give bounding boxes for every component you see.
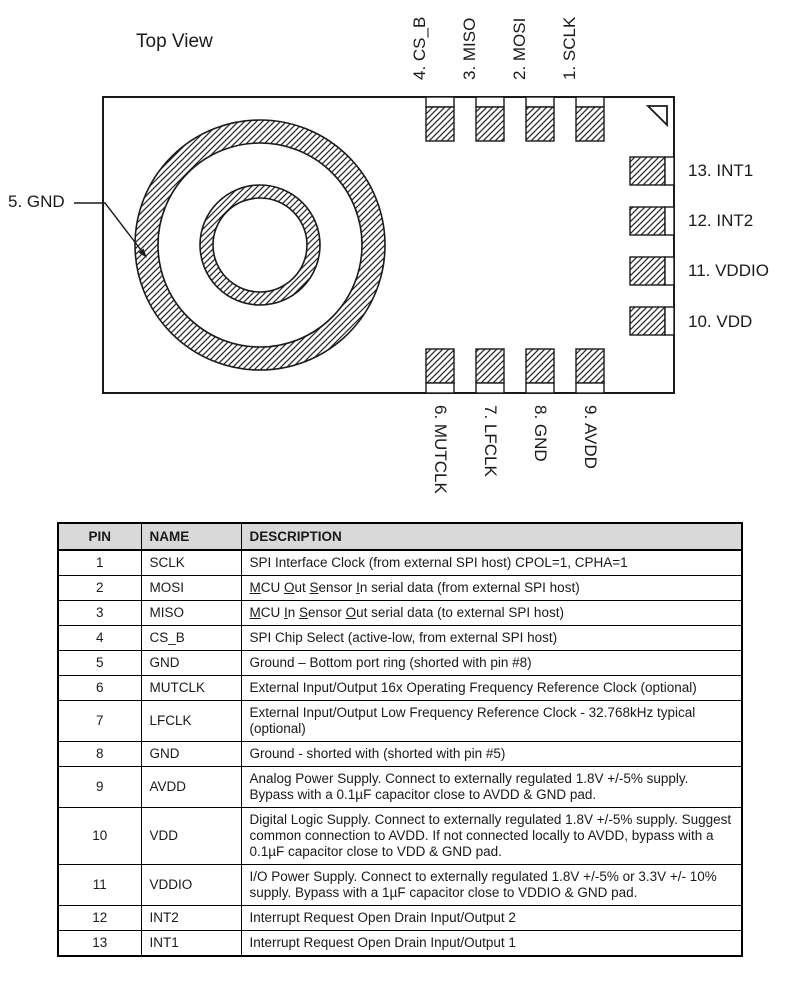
pad-pin2 <box>526 97 554 141</box>
table-row <box>58 626 742 651</box>
cell-pin-name: MOSI <box>141 576 241 601</box>
cell-pin-number: 7 <box>58 701 141 742</box>
bottom-port-rings <box>135 120 385 370</box>
cell-pin-name: GND <box>141 742 241 767</box>
cell-pin-name: CS_B <box>141 626 241 651</box>
cell-pin-description: SPI Chip Select (active-low, from external SPI host) <box>241 626 742 651</box>
cell-pin-number: 4 <box>58 626 141 651</box>
table-row <box>58 601 742 626</box>
pin-label-10-vdd: 10. VDD <box>688 312 753 331</box>
cell-pin-number: 1 <box>58 550 141 576</box>
cell-pin-name: MISO <box>141 601 241 626</box>
pin-table-body <box>58 550 742 956</box>
pad-pin10 <box>630 307 674 335</box>
pin-label-6-mutclk: 6. MUTCLK <box>431 405 450 494</box>
cell-pin-name: LFCLK <box>141 701 241 742</box>
cell-pin-description: MCU In Sensor Out serial data (to external SPI host) <box>241 601 742 626</box>
cell-pin-description: Interrupt Request Open Drain Input/Output 1 <box>241 931 742 957</box>
cell-pin-name: INT1 <box>141 931 241 957</box>
pad-pin1 <box>576 97 604 141</box>
table-row <box>58 931 742 957</box>
table-row <box>58 742 742 767</box>
table-row <box>58 651 742 676</box>
diagram-title: Top View <box>136 31 213 52</box>
header-name: NAME <box>141 523 241 550</box>
cell-pin-number: 11 <box>58 865 141 906</box>
cell-pin-number: 9 <box>58 767 141 808</box>
table-row <box>58 550 742 576</box>
cell-pin-number: 5 <box>58 651 141 676</box>
pin-label-7-lfclk: 7. LFCLK <box>481 405 500 477</box>
cell-pin-description: External Input/Output Low Frequency Reference Clock - 32.768kHz typical (optional) <box>241 701 742 742</box>
header-pin: PIN <box>58 523 141 550</box>
pin-label-4-csb: 4. CS_B <box>410 16 429 80</box>
pad-pin3 <box>476 97 504 141</box>
cell-pin-description: Ground – Bottom port ring (shorted with pin #8) <box>241 651 742 676</box>
table-row <box>58 576 742 601</box>
header-description: DESCRIPTION <box>241 523 742 550</box>
pad-pin6 <box>426 349 454 393</box>
pad-pin13 <box>630 157 674 185</box>
table-header-row <box>58 523 742 550</box>
pin-label-2-mosi: 2. MOSI <box>510 17 529 80</box>
pad-pin4 <box>426 97 454 141</box>
cell-pin-description: MCU Out Sensor In serial data (from external SPI host) <box>241 576 742 601</box>
pin-label-3-miso: 3. MISO <box>460 17 479 80</box>
table-row <box>58 865 742 906</box>
pin-label-13-int1: 13. INT1 <box>688 161 754 180</box>
cell-pin-number: 10 <box>58 808 141 865</box>
cell-pin-name: VDD <box>141 808 241 865</box>
pad-pin7 <box>476 349 504 393</box>
cell-pin-name: INT2 <box>141 906 241 931</box>
pad-pin9 <box>576 349 604 393</box>
pin-label-8-gnd: 8. GND <box>531 405 550 462</box>
pin-label-1-sclk: 1. SCLK <box>560 16 579 80</box>
table-row <box>58 767 742 808</box>
table-row <box>58 906 742 931</box>
pin-label-12-int2: 12. INT2 <box>688 211 754 230</box>
cell-pin-number: 8 <box>58 742 141 767</box>
cell-pin-number: 6 <box>58 676 141 701</box>
pad-pin12 <box>630 207 674 235</box>
cell-pin-description: Analog Power Supply. Connect to externally regulated 1.8V +/-5% supply. Bypass with a 0.1µF capacitor close to AVDD & GND pad. <box>241 767 742 808</box>
table-row <box>58 808 742 865</box>
pin-label-5-gnd: 5. GND <box>8 192 65 211</box>
table-row <box>58 701 742 742</box>
cell-pin-name: AVDD <box>141 767 241 808</box>
table-row <box>58 676 742 701</box>
cell-pin-description: Ground - shorted with (shorted with pin #5) <box>241 742 742 767</box>
cell-pin-number: 13 <box>58 931 141 957</box>
cell-pin-number: 12 <box>58 906 141 931</box>
pad-pin11 <box>630 257 674 285</box>
cell-pin-description: Interrupt Request Open Drain Input/Output 2 <box>241 906 742 931</box>
cell-pin-description: External Input/Output 16x Operating Frequency Reference Clock (optional) <box>241 676 742 701</box>
cell-pin-description: SPI Interface Clock (from external SPI host) CPOL=1, CPHA=1 <box>241 550 742 576</box>
pin-description-table <box>57 522 743 957</box>
pad-pin8 <box>526 349 554 393</box>
cell-pin-description: Digital Logic Supply. Connect to externally regulated 1.8V +/-5% supply. Suggest common connection to AVDD. If not connected locally to AVDD, bypass with a 0.1µF capacitor close to VDD & GND pad. <box>241 808 742 865</box>
cell-pin-name: MUTCLK <box>141 676 241 701</box>
cell-pin-description: I/O Power Supply. Connect to externally regulated 1.8V +/-5% or 3.3V +/- 10% supply. Bypass with a 1µF capacitor close to VDDIO & GND pad. <box>241 865 742 906</box>
pin-label-9-avdd: 9. AVDD <box>581 405 600 469</box>
cell-pin-name: GND <box>141 651 241 676</box>
cell-pin-name: SCLK <box>141 550 241 576</box>
pin-label-11-vddio: 11. VDDIO <box>688 261 769 280</box>
cell-pin-number: 3 <box>58 601 141 626</box>
cell-pin-name: VDDIO <box>141 865 241 906</box>
cell-pin-number: 2 <box>58 576 141 601</box>
